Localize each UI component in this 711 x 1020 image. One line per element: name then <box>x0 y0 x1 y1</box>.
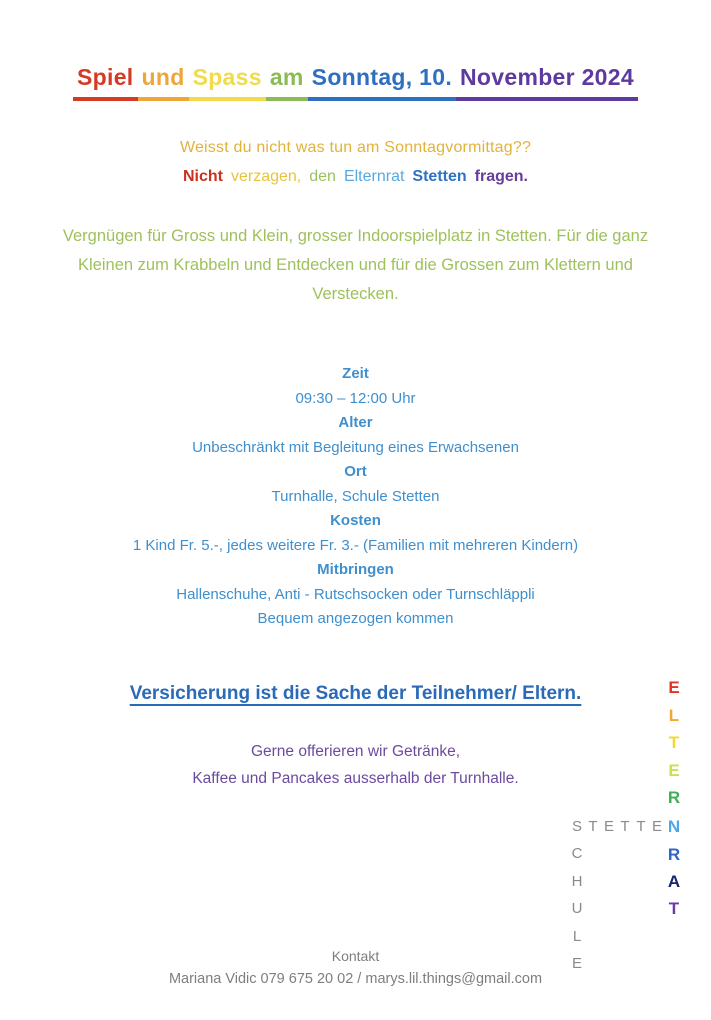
detail-header: Mitbringen <box>317 561 394 578</box>
detail-value: Hallenschuhe, Anti - Rutschsocken oder Turnschläppli <box>176 585 535 603</box>
logo-letter-elternrat: E <box>668 761 680 780</box>
insurance-notice: Versicherung ist die Sache der Teilnehmer/ Eltern. <box>129 683 582 704</box>
title-word: November 2024 <box>456 64 638 101</box>
logo-letter-stetten: S <box>571 818 582 835</box>
detail-header: Alter <box>338 414 373 431</box>
logo-letter-elternrat: R <box>667 845 681 864</box>
logo-letter-schule: H <box>571 873 583 890</box>
logo-letter-stetten: T <box>588 818 598 835</box>
title-word: Spiel <box>73 64 137 101</box>
intro-question-line: Weisst du nicht was tun am Sonntagvormittag?? <box>179 139 532 156</box>
detail-value: 1 Kind Fr. 5.-, jedes weitere Fr. 3.- (Familien mit mehreren Kindern) <box>132 536 579 554</box>
logo-letter-elternrat: A <box>667 872 681 891</box>
detail-header: Kosten <box>330 512 381 529</box>
event-description <box>35 222 676 309</box>
logo-letter-schule: C <box>571 845 583 862</box>
description-line: Vergnügen für Gross und Klein, grosser Indoorspielplatz in Stetten. Für die ganz <box>62 227 649 245</box>
refreshments-line: Gerne offerieren wir Getränke, <box>250 743 461 760</box>
logo-letter-schule: E <box>571 955 582 972</box>
title-word: Spass <box>189 64 266 101</box>
page-title <box>0 64 711 101</box>
contact-info: Mariana Vidic 079 675 20 02 / marys.lil.things@gmail.com <box>168 971 543 987</box>
detail-value: Unbeschränkt mit Begleitung eines Erwachsenen <box>192 438 519 456</box>
logo-letter-stetten: E <box>603 818 614 835</box>
logo-letter-schule: L <box>572 928 582 945</box>
detail-header: Ort <box>344 463 367 480</box>
logo-letter-elternrat: N <box>667 817 681 836</box>
logo-letter-elternrat: L <box>668 706 680 725</box>
intro-word: Stetten <box>412 168 467 185</box>
intro-word: Elternrat <box>343 168 405 185</box>
refreshments-line: Kaffee und Pancakes ausserhalb der Turnhalle. <box>192 770 519 787</box>
logo-letter-elternrat: T <box>668 733 680 752</box>
intro-word: den <box>309 168 336 185</box>
detail-value: Bequem angezogen kommen <box>257 610 454 627</box>
title-word: Sonntag, 10. <box>308 64 456 101</box>
logo-letter-schule: U <box>571 900 583 917</box>
refreshments-note <box>0 738 711 792</box>
event-details-list <box>0 362 711 632</box>
title-word: am <box>266 64 308 101</box>
logo-letter-stetten: T <box>620 818 630 835</box>
description-line: Verstecken. <box>312 285 399 303</box>
logo-letter-elternrat: R <box>667 788 681 807</box>
logo-letter-elternrat: T <box>668 899 680 918</box>
detail-value: 09:30 – 12:00 Uhr <box>295 389 416 407</box>
intro-word: verzagen, <box>230 168 302 185</box>
detail-header: Zeit <box>342 365 369 382</box>
logo-letter-stetten: T <box>636 818 646 835</box>
description-line: Kleinen zum Krabbeln und Entdecken und für die Grossen zum Klettern und <box>78 256 633 274</box>
intro-word: fragen. <box>474 168 528 185</box>
title-word: und <box>138 64 189 101</box>
intro-word: Nicht <box>182 168 223 185</box>
logo-letter-stetten: E <box>651 818 662 835</box>
intro-answer-line <box>0 168 711 186</box>
contact-heading: Kontakt <box>331 948 380 964</box>
detail-value: Turnhalle, Schule Stetten <box>271 487 440 505</box>
logo-letter-elternrat: E <box>668 678 680 697</box>
